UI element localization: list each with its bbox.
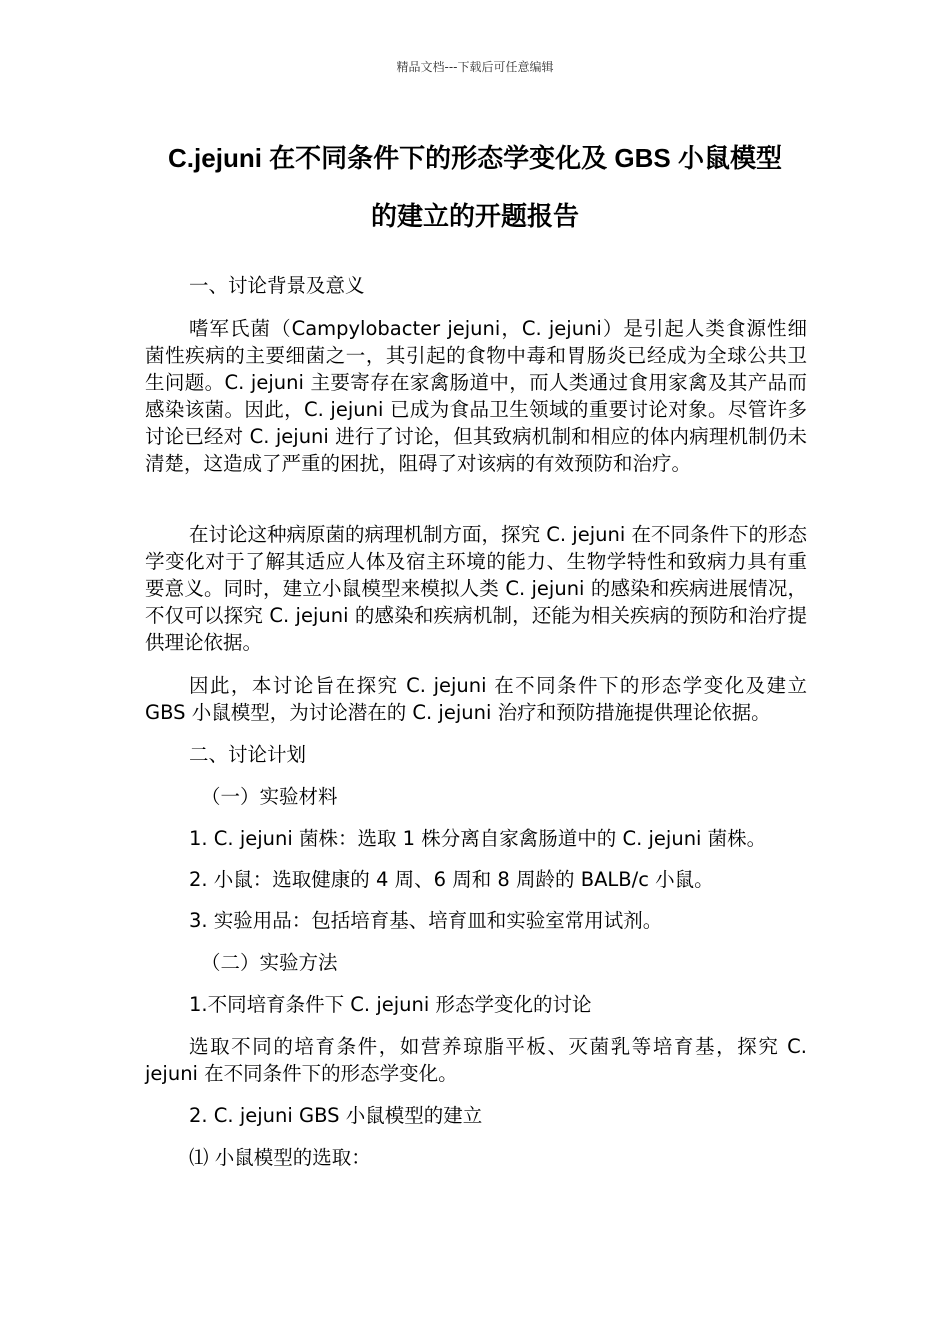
document-title-line-1: C.jejuni 在不同条件下的形态学变化及 GBS 小鼠模型 [168, 143, 782, 173]
material-item-2: 2. 小鼠：选取健康的 4 周、6 周和 8 周龄的 BALB/c 小鼠。 [189, 868, 714, 891]
method-2-title: 2. C. jejuni GBS 小鼠模型的建立 [189, 1104, 483, 1127]
document-title-line-2: 的建立的开题报告 [370, 201, 579, 231]
method-1-title: 1.不同培育条件下 C. jejuni 形态学变化的讨论 [189, 993, 592, 1016]
section-1-paragraph-2: 在讨论这种病原菌的病理机制方面，探究 C. jejuni 在不同条件下的形态学变化对于了解其适应人体及宿主环境的能力、生物学特性和致病力具有重要意义。同时，建立小鼠模型来模拟人类 C. jejuni 的感染和疾病进展情况，不仅可以探究 C. jejuni 的感染和疾病机制，还能为相关疾病的预防和治疗提供理论依据。 [145, 523, 807, 654]
header-note: 精品文档---下载后可任意编辑 [396, 60, 554, 74]
method-1-text: 选取不同的培育条件，如营养琼脂平板、灭菌乳等培育基，探究 C. jejuni 在不同条件下的形态学变化。 [145, 1035, 807, 1085]
methods-heading: （二）实验方法 [201, 951, 338, 974]
method-2-subitem-1: ⑴ 小鼠模型的选取： [189, 1146, 371, 1169]
section-2-heading: 二、讨论计划 [189, 743, 307, 766]
section-1-heading: 一、讨论背景及意义 [189, 274, 365, 297]
material-item-3: 3. 实验用品：包括培育基、培育皿和实验室常用试剂。 [189, 909, 663, 932]
section-1-paragraph-1: 嗜军氏菌（Campylobacter jejuni，C. jejuni）是引起人类食源性细菌性疾病的主要细菌之一，其引起的食物中毒和胃肠炎已经成为全球公共卫生问题。C. jejuni 主要寄存在家禽肠道中，而人类通过食用家禽及其产品而感染该菌。因此，C. jejuni 已成为食品卫生领域的重要讨论对象。尽管许多讨论已经对 C. jejuni 进行了讨论，但其致病机制和相应的体内病理机制仍未清楚，这造成了严重的困扰，阻碍了对该病的有效预防和治疗。 [145, 317, 807, 475]
section-1-paragraph-3: 因此，本讨论旨在探究 C. jejuni 在不同条件下的形态学变化及建立 GBS 小鼠模型，为讨论潜在的 C. jejuni 治疗和预防措施提供理论依据。 [145, 674, 807, 724]
materials-heading: （一）实验材料 [201, 785, 338, 808]
material-item-1: 1. C. jejuni 菌株：选取 1 株分离自家禽肠道中的 C. jejuni 菌株。 [189, 827, 767, 850]
